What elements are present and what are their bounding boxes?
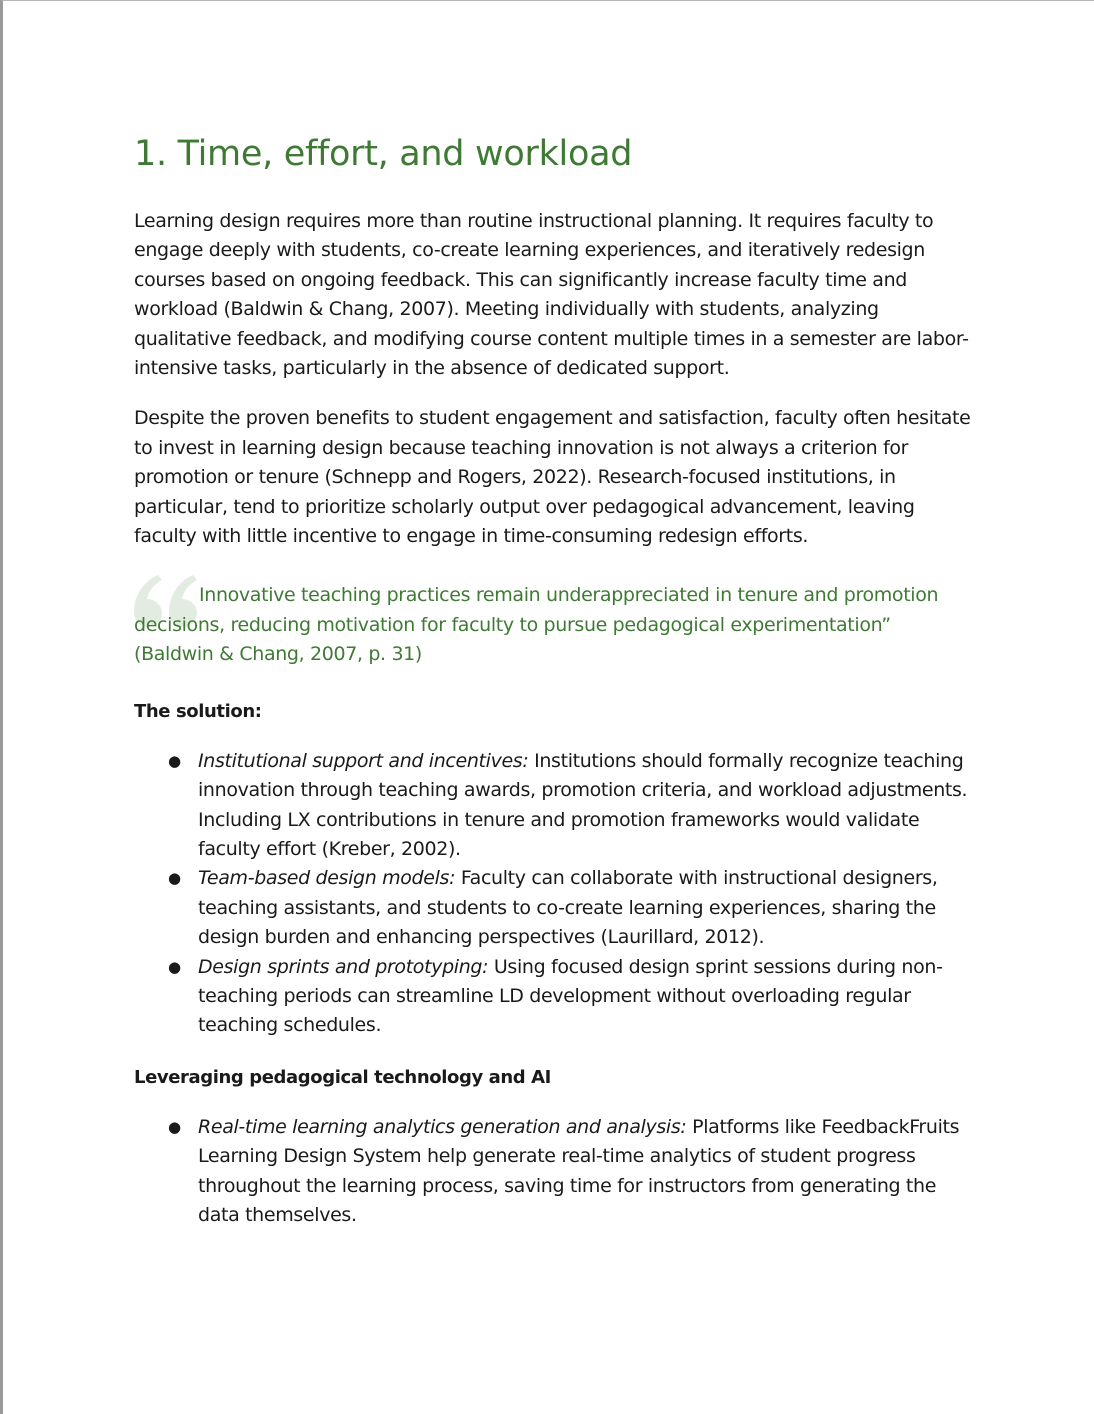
technology-list: [134, 1113, 974, 1231]
list-item: [134, 1113, 974, 1231]
list-item-text: Institutions should formally recognize teaching innovation through teaching awards, promotion criteria, and workload adjustments. Including LX contributions in tenure and promotion frameworks would validate faculty effort (Kreber, 2002).: [198, 749, 968, 860]
section-title: 1. Time, effort, and workload: [134, 134, 633, 174]
list-item-term: Real-time learning analytics generation and analysis:: [198, 1115, 687, 1138]
list-item-term: Institutional support and incentives:: [198, 749, 529, 772]
list-item: [134, 953, 974, 1041]
list-item-text: Platforms like FeedbackFruits Learning Design System help generate real-time analytics of student progress throughout the learning process, saving time for instructors from generating the data themselves.: [198, 1115, 960, 1226]
list-item-term: Design sprints and prototyping:: [198, 955, 489, 978]
page-content: [134, 131, 974, 1230]
solution-heading: The solution:: [134, 700, 262, 722]
list-item: [134, 747, 974, 865]
technology-heading: Leveraging pedagogical technology and AI: [134, 1066, 551, 1088]
bullet-icon: ●: [168, 1117, 181, 1136]
list-item-text: Faculty can collaborate with instructional designers, teaching assistants, and students to co-create learning experiences, sharing the design burden and enhancing perspectives (Laurillard, 2012).: [198, 867, 938, 949]
list-item-text: Using focused design sprint sessions during non-teaching periods can streamline LD development without overloading regular teaching schedules.: [198, 955, 943, 1037]
body-paragraph-1: Learning design requires more than routine instructional planning. It requires faculty to engage deeply with students, co-create learning experiences, and iteratively redesign courses based on ongoing feedback. This can significantly increase faculty time and workload (Baldwin & Chang, 2007). Meeting individually with students, analyzing qualitative feedback, and modifying course content multiple times in a semester are labor-intensive tasks, particularly in the absence of dedicated support.: [134, 210, 969, 380]
solution-list: [134, 747, 974, 1041]
quote-text: Innovative teaching practices remain underappreciated in tenure and promotion decisions, reducing motivation for faculty to pursue pedagogical experimentation” (Baldwin & Chang, 2007, p. 31): [134, 584, 939, 666]
body-paragraph-2: Despite the proven benefits to student engagement and satisfaction, faculty often hesitate to invest in learning design because teaching innovation is not always a criterion for promotion or tenure (Schnepp and Rogers, 2022). Research-focused institutions, in particular, tend to prioritize scholarly output over pedagogical advancement, leaving faculty with little incentive to engage in time-consuming redesign efforts.: [134, 407, 971, 548]
bullet-icon: ●: [168, 751, 181, 770]
pull-quote: [134, 581, 974, 669]
bullet-icon: ●: [168, 957, 181, 976]
list-item-term: Team-based design models:: [198, 867, 456, 890]
list-item: [134, 864, 974, 952]
bullet-icon: ●: [168, 869, 181, 888]
